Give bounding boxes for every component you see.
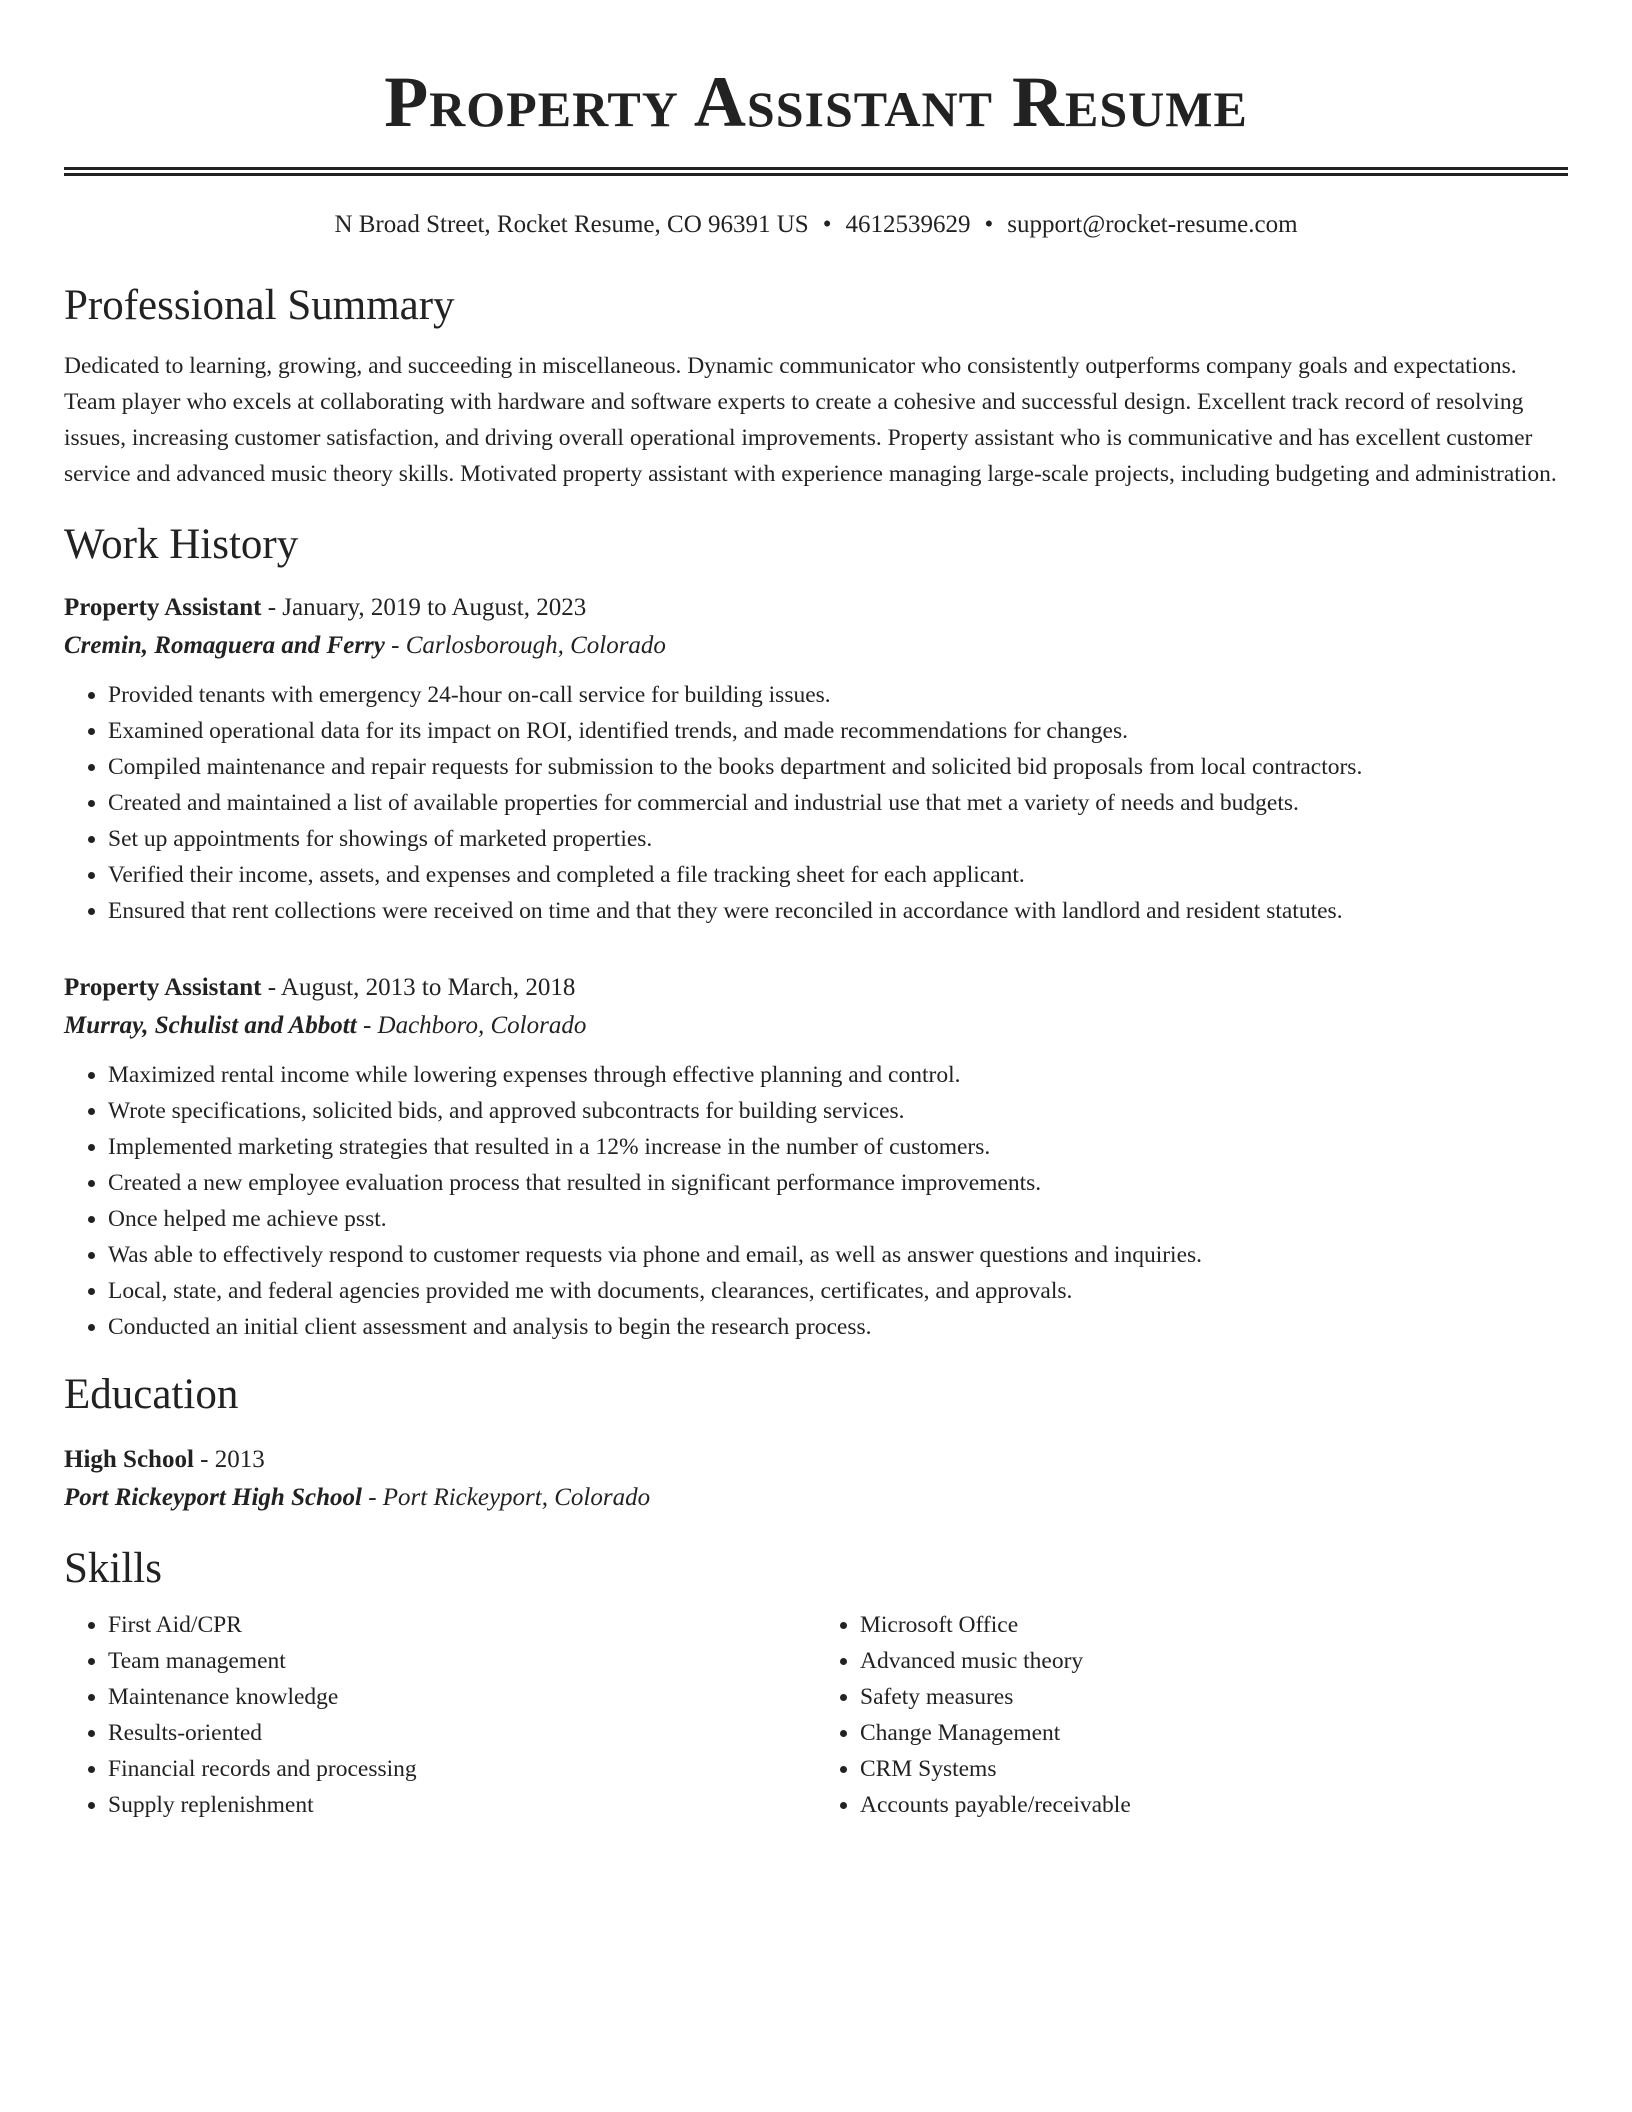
contact-phone: 4612539629 bbox=[845, 211, 971, 238]
company-location: - Carlosborough, Colorado bbox=[384, 632, 666, 659]
skill-item: • Accounts payable/receivable bbox=[860, 1787, 1568, 1823]
job-title-line bbox=[64, 589, 1568, 627]
list-item: • Was able to effectively respond to customer requests via phone and email, as well as answer questions and inquiries. bbox=[108, 1237, 1568, 1273]
company-location: - Dachboro, Colorado bbox=[356, 1012, 587, 1039]
skill-item: • Team management bbox=[108, 1643, 816, 1679]
contact-separator: • bbox=[984, 211, 994, 238]
list-item: • Implemented marketing strategies that resulted in a 12% increase in the number of customers. bbox=[108, 1129, 1568, 1165]
list-item: • Local, state, and federal agencies provided me with documents, clearances, certificates, and approvals. bbox=[108, 1273, 1568, 1309]
list-item: • Once helped me achieve psst. bbox=[108, 1201, 1568, 1237]
company-name: Murray, Schulist and Abbott bbox=[64, 1012, 357, 1039]
job-title: Property Assistant bbox=[64, 594, 262, 621]
contact-line bbox=[64, 210, 1568, 240]
skill-item: • First Aid/CPR bbox=[108, 1607, 816, 1643]
contact-email: support@rocket-resume.com bbox=[1007, 211, 1298, 238]
job-bullets bbox=[64, 677, 1568, 929]
contact-separator: • bbox=[822, 211, 832, 238]
skill-item: • CRM Systems bbox=[860, 1751, 1568, 1787]
education-entry bbox=[64, 1441, 1568, 1517]
job-title-line bbox=[64, 969, 1568, 1007]
school-line bbox=[64, 1479, 1568, 1517]
skill-item: • Results-oriented bbox=[108, 1715, 816, 1751]
job-entry bbox=[64, 969, 1568, 1345]
skills-grid bbox=[64, 1607, 1568, 1823]
skill-item: • Supply replenishment bbox=[108, 1787, 816, 1823]
list-item: • Provided tenants with emergency 24-hour on-call service for building issues. bbox=[108, 677, 1568, 713]
list-item: • Conducted an initial client assessment and analysis to begin the research process. bbox=[108, 1309, 1568, 1345]
section-title-skills: Skills bbox=[64, 1545, 162, 1592]
skill-item: • Advanced music theory bbox=[860, 1643, 1568, 1679]
section-title-education: Education bbox=[64, 1371, 239, 1418]
graduation-year: - 2013 bbox=[193, 1446, 265, 1473]
skill-item: • Change Management bbox=[860, 1715, 1568, 1751]
skill-item: • Safety measures bbox=[860, 1679, 1568, 1715]
skills-column-left bbox=[64, 1607, 816, 1823]
summary-paragraph: Dedicated to learning, growing, and succeeding in miscellaneous. Dynamic communicator who consistently outperforms company goals and expectations. Team player who excels at collaborating with hardware and software experts to create a cohesive and successful design. Excellent track record of resolving issues, increasing customer satisfaction, and driving overall operational improvements. Property assistant who is communicative and has excellent customer service and advanced music theory skills. Motivated property assistant with experience managing large-scale projects, including budgeting and administration. bbox=[64, 353, 1557, 487]
job-dates: - August, 2013 to March, 2018 bbox=[261, 974, 576, 1001]
contact-address: N Broad Street, Rocket Resume, CO 96391 US bbox=[334, 211, 809, 238]
job-dates: - January, 2019 to August, 2023 bbox=[261, 594, 587, 621]
list-item: • Created a new employee evaluation process that resulted in significant performance improvements. bbox=[108, 1165, 1568, 1201]
list-item: • Wrote specifications, solicited bids, and approved subcontracts for building services. bbox=[108, 1093, 1568, 1129]
company-name: Cremin, Romaguera and Ferry bbox=[64, 632, 385, 659]
section-title-work-history: Work History bbox=[64, 521, 299, 568]
list-item: • Verified their income, assets, and expenses and completed a file tracking sheet for each applicant. bbox=[108, 857, 1568, 893]
job-title: Property Assistant bbox=[64, 974, 262, 1001]
list-item: • Compiled maintenance and repair requests for submission to the books department and solicited bid proposals from local contractors. bbox=[108, 749, 1568, 785]
resume-title: Property Assistant Resume bbox=[384, 62, 1248, 142]
company-line bbox=[64, 1007, 1568, 1045]
degree: High School bbox=[64, 1446, 194, 1473]
list-item: • Maximized rental income while lowering expenses through effective planning and control. bbox=[108, 1057, 1568, 1093]
skill-item: • Microsoft Office bbox=[860, 1607, 1568, 1643]
school-location: - Port Rickeyport, Colorado bbox=[361, 1484, 651, 1511]
degree-line bbox=[64, 1441, 1568, 1479]
list-item: • Set up appointments for showings of marketed properties. bbox=[108, 821, 1568, 857]
skill-item: • Financial records and processing bbox=[108, 1751, 816, 1787]
school-name: Port Rickeyport High School bbox=[64, 1484, 362, 1511]
list-item: • Examined operational data for its impact on ROI, identified trends, and made recommendations for changes. bbox=[108, 713, 1568, 749]
section-title-summary: Professional Summary bbox=[64, 282, 455, 329]
list-item: • Ensured that rent collections were received on time and that they were reconciled in accordance with landlord and resident statutes. bbox=[108, 893, 1568, 929]
list-item: • Created and maintained a list of available properties for commercial and industrial use that met a variety of needs and budgets. bbox=[108, 785, 1568, 821]
skill-item: • Maintenance knowledge bbox=[108, 1679, 816, 1715]
job-bullets bbox=[64, 1057, 1568, 1345]
job-entry bbox=[64, 589, 1568, 929]
company-line bbox=[64, 627, 1568, 665]
skills-column-right bbox=[816, 1607, 1568, 1823]
title-divider bbox=[64, 167, 1568, 176]
